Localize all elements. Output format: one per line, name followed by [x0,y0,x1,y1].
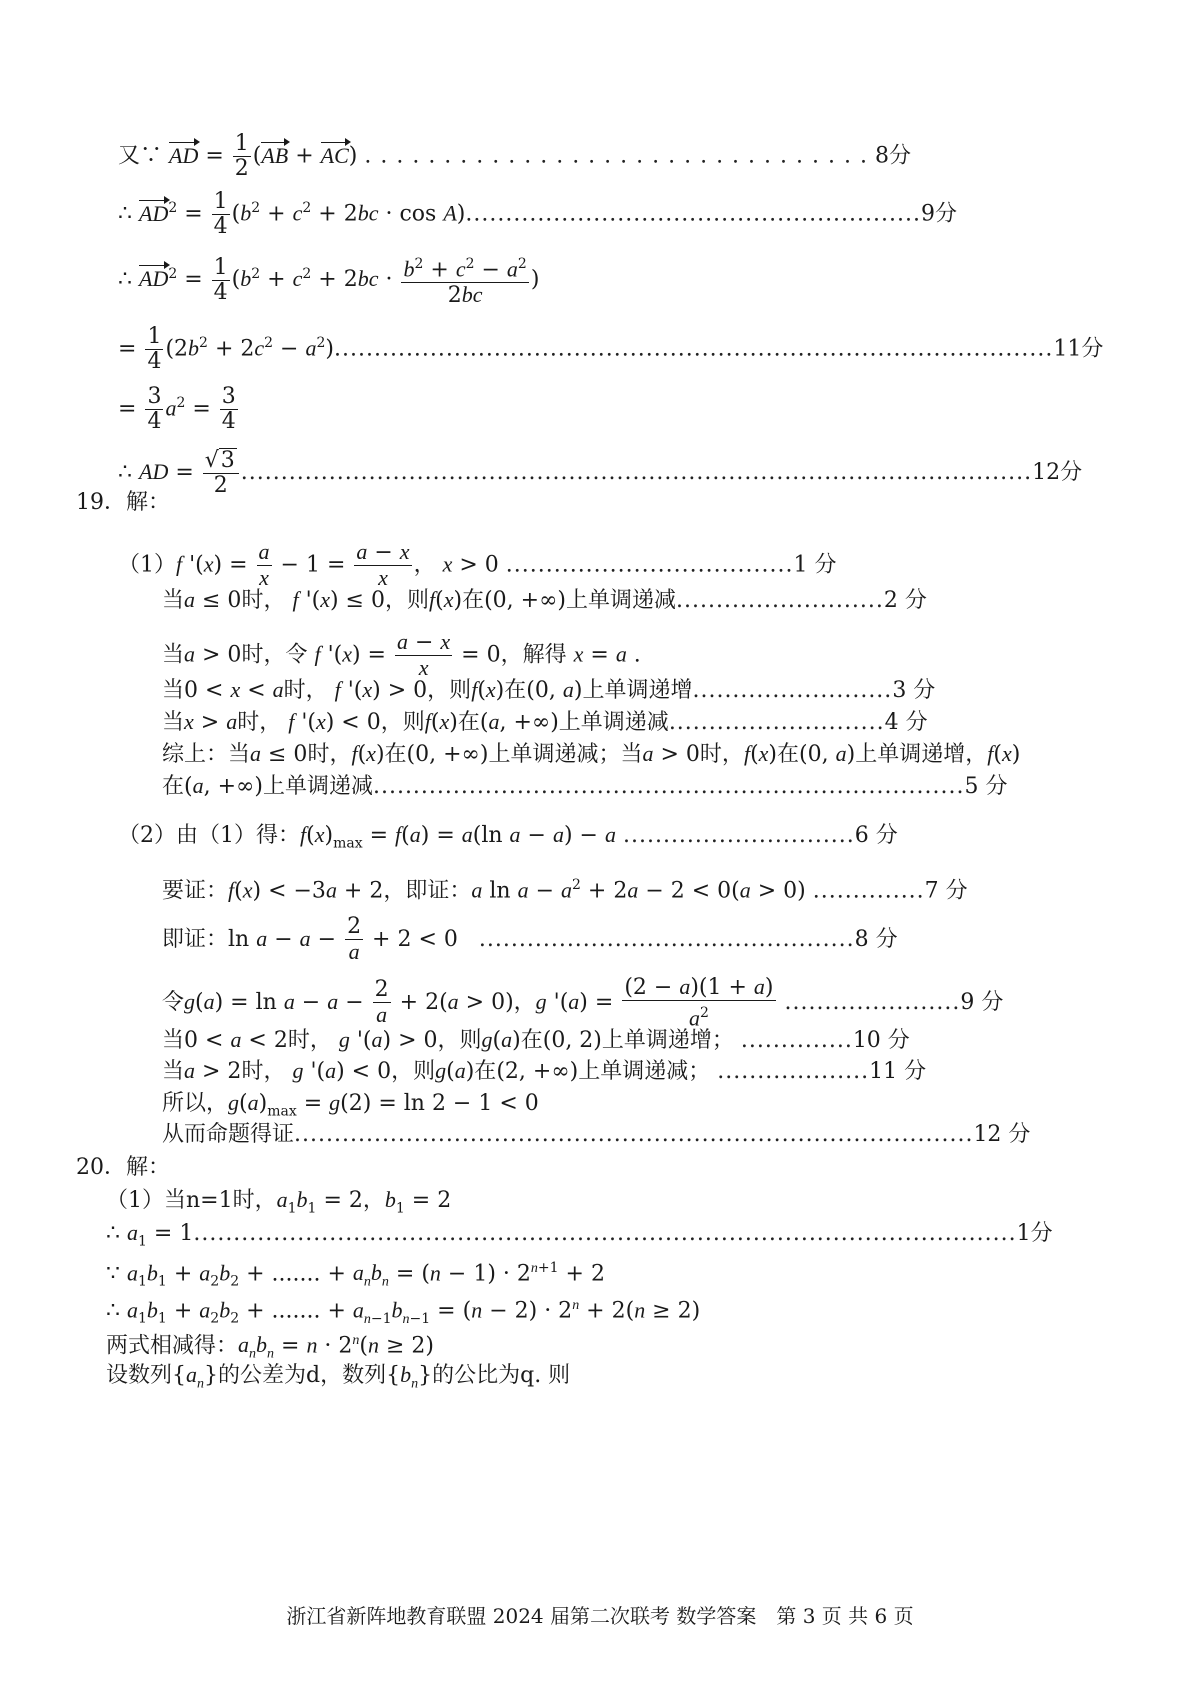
score-mark: 7 分 [924,878,968,904]
q20-line-6: 设数列$\{a_n\}$的公差为d，数列$\{b_n\}$的公比为q. 则 [106,1362,571,1392]
q19-p1-line-1: （1）f '(x) = $\frac{a}{x}$ − 1 = $\frac{a - x}{x}$ ， x > 0 ....................................1 分 [118,539,837,590]
score-mark: 3 分 [892,678,936,703]
score-mark: 5 分 [964,774,1008,799]
score-mark: 9分 [921,201,957,227]
q19-p1-line-7: 在(a, +∞)上单调递减..........................................................................5 分 [162,773,1008,799]
score-mark: 11分 [1053,336,1104,362]
score-mark: 1 分 [793,552,837,578]
q19-p2-line-7: 所以，$g(a)_{max} = g(2) = \ln 2 - 1 < 0$ [162,1090,539,1120]
q20-line-1: （1）当n=1时，$a_1b_1 = 2$，$b_1 = 2$ [106,1187,452,1217]
q19-p1-line-5: 当x > a时， f '(x) < 0，则f(x)在(a, +∞)上单调递减...........................4 分 [162,709,928,735]
q19-p2-line-8: 从而命题得证.....................................................................................12 分 [162,1122,1031,1147]
score-mark: 4 分 [884,710,928,735]
q19-p1-line-6: 综上：当a ≤ 0时，f(x)在(0, +∞)上单调递减；当a > 0时，f(x)在(0, a)上单调递增，f(x) [162,741,1021,767]
score-mark: 12 分 [973,1122,1031,1147]
score-mark: 8分 [874,143,911,169]
eq-line-4: = $\frac{1}{4}$ $(2b^2 + 2c^2 - a^2)..........................................................................................11$分 [118,324,1104,374]
q20-line-4: ∴ $a_1b_1 + a_2b_2$ + ....... + $a_{n-1}b_{n-1} = (n - 2) \cdot 2^n + 2(n \ge 2)$ [106,1297,701,1327]
eq-line-2: ∴ $AD^2$ = $\frac{1}{4}$ $(b^2 + c^2 + 2bc \cdot \cos A).........................................................9$分 [118,189,957,239]
q19-p2-line-6: 当a > 2时， g '(a) < 0，则g(a)在(2, +∞)上单调递减； ...................11 分 [162,1058,927,1084]
score-mark: 2 分 [883,588,927,613]
q19-p1-line-3: 当a > 0时，令 f '(x) = $\frac{a - x}{x}$ = 0，解得 x = a . [162,629,641,680]
q19-p2-line-4: 令g(a) = ln a − a − $\frac{2}{a}$ + 2(a > 0)，g '(a) = $\frac{(2 - a)(1 + a)}{a^2}$ ......................9 分 [162,974,1004,1031]
score-mark: 11 分 [869,1059,927,1084]
eq-line-1: 又∵ AD = $\frac{1}{2}$ (AB + AC) . . . . . . . . . . . . . . . . . . . . . . . . . . . . . . . . 8分 [118,131,911,181]
score-mark: 8 分 [854,927,898,952]
q19-p2-line-5: 当0 < a < 2时， g '(a) > 0，则g(a)在(0, 2)上单调递增； ..............10 分 [162,1027,910,1053]
eq-line-3: ∴ $AD^2$ = $\frac{1}{4}$ ($b^2 + c^2 + 2bc$ · $\frac{b^2 + c^2 - a^2}{2bc}$ ) [118,252,539,308]
vector-ad: AD [169,141,198,171]
q19-p2-line-2: 要证：f(x) < −3a + 2，即证：a $\ln a - a^2 + 2a - 2 < 0(a > 0)$ ..............7 分 [162,877,968,904]
score-mark: 10 分 [852,1028,910,1053]
score-mark: 9 分 [960,990,1004,1016]
q19-p1-line-2: 当a ≤ 0时， f '(x) ≤ 0，则f(x)在(0, +∞)上单调递减..........................2 分 [162,587,927,613]
question-20-header: 20．解： [76,1155,170,1180]
eq-line-5: = $\frac{3}{4}$ $a^2$ = $\frac{3}{4}$ [118,384,236,434]
q20-line-3: ∵ $a_1b_1 + a_2b_2$ + ....... + $a_nb_n = (n - 1) \cdot 2^{n+1} + 2$ [106,1260,605,1290]
q20-line-5: 两式相减得：$a_nb_n = n \cdot 2^n(n \ge 2)$ [106,1332,435,1362]
q19-p2-line-3: 即证：ln a − a − $\frac{2}{a}$ + 2 < 0 ...............................................8 分 [162,914,898,964]
q19-p1-line-4: 当0 < x < a时， f '(x) > 0，则f(x)在(0, a)上单调递增.........................3 分 [162,677,936,703]
page-footer: 浙江省新阵地教育联盟 2024 届第二次联考 数学答案 第 3 页 共 6 页 [286,1604,914,1628]
score-mark: 12分 [1032,460,1083,485]
q20-line-2: ∴ $a_1 = 1.......................................................................................................1$分 [106,1220,1053,1250]
q19-p2-line-1: （2）由（1）得：$f(x)_{max} = f(a) = a(\ln$ a − a) − a .............................6 分 [118,822,898,852]
question-19-header: 19．解： [76,490,170,515]
score-mark: 6 分 [854,823,898,848]
score-mark: 1分 [1016,1221,1053,1246]
eq-line-6: ∴ AD = $\frac{√3}{2}$ ...................................................................................................12分 [118,448,1083,498]
